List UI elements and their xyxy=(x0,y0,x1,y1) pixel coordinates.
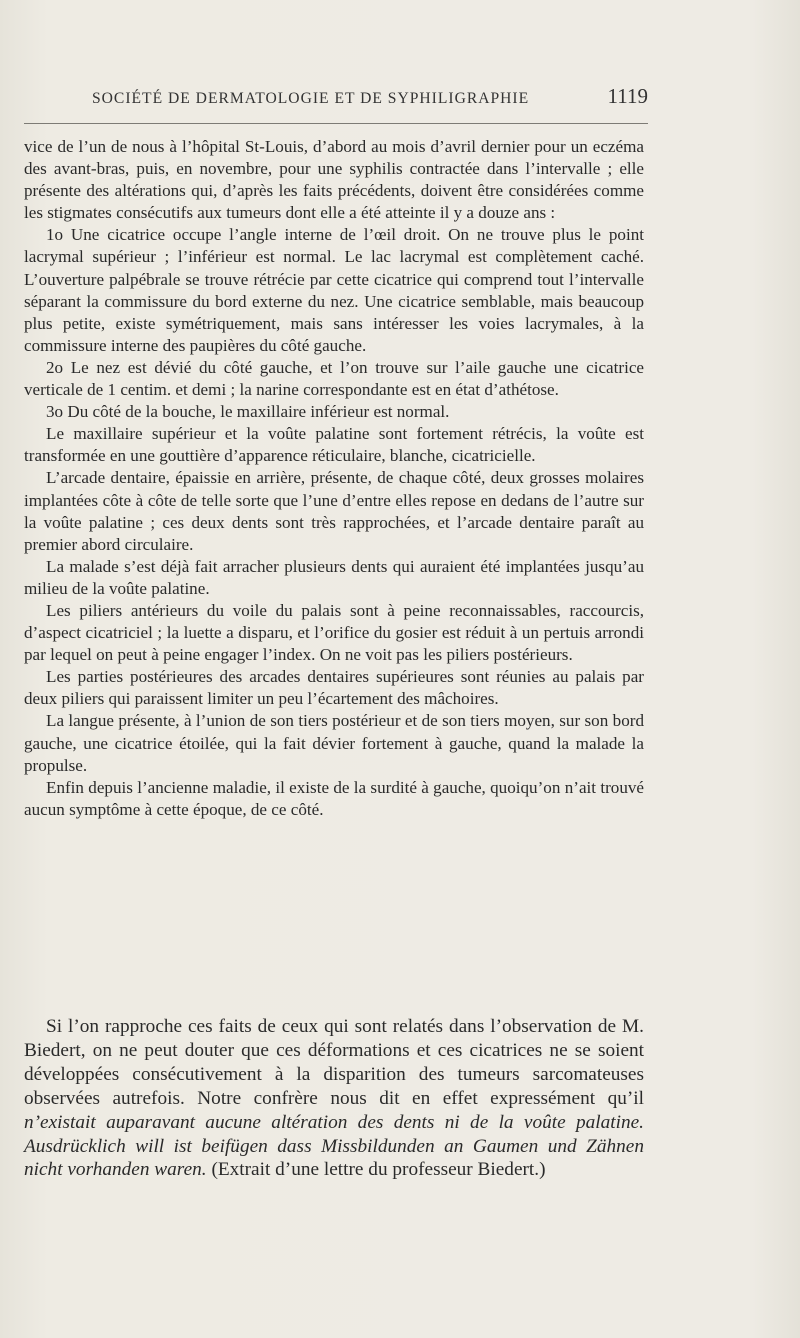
conclusion-text: Si l’on rapproche ces faits de ceux qui sont relatés dans l’observation de M. Biedert, on ne peut douter que ces déformations et ces cicatrices ne se soient développées consécutivement à la disparition des tumeurs sarcomateuses observées autrefois. Notre confrère nous dit en effet expressément qu’il xyxy=(24,1016,644,1109)
paragraph: 3o Du côté de la bouche, le maxillaire inférieur est normal. xyxy=(46,402,450,422)
conclusion xyxy=(24,1015,644,1182)
case-description xyxy=(24,136,644,821)
page-number: 1119 xyxy=(607,84,648,108)
paragraph: La langue présente, à l’union de son tiers postérieur et de son tiers moyen, sur son bord gauche, une cicatrice étoilée, qui la fait dévier fortement à gauche, quand la malade la propulse. xyxy=(24,711,644,775)
paragraph: 1o Une cicatrice occupe l’angle interne de l’œil droit. On ne trouve plus le point lacrymal supérieur ; l’inférieur est normal. Le lac lacrymal est complètement caché. L’ouverture palpébrale se trouve rétrécie par cette cicatrice qui comprend tout l’intervalle séparant la commissure du bord externe du nez. Une cicatrice semblable, mais beaucoup plus petite, existe symétriquement, mais sans intéresser les voies lacrymales, à la commissure interne des paupières du côté gauche. xyxy=(24,225,644,355)
paragraph: La malade s’est déjà fait arracher plusieurs dents qui auraient été implantées jusqu’au milieu de la voûte palatine. xyxy=(24,556,644,598)
citation-text: (Extrait d’une lettre du professeur Biedert.) xyxy=(206,1159,546,1181)
conclusion-paragraph xyxy=(24,1015,644,1182)
header-rule xyxy=(24,123,648,124)
running-title: SOCIÉTÉ DE DERMATOLOGIE ET DE SYPHILIGRAPHIE xyxy=(92,90,530,107)
paragraph: Les parties postérieures des arcades dentaires supérieures sont réunies au palais par deux piliers qui paraissent limiter un peu l’écartement des mâchoires. xyxy=(24,667,644,709)
paragraph: Le maxillaire supérieur et la voûte palatine sont fortement rétrécis, la voûte est transformée en une gouttière d’apparence réticulaire, blanche, cicatricielle. xyxy=(24,424,644,466)
paragraph: 2o Le nez est dévié du côté gauche, et l’on trouve sur l’aile gauche une cicatrice verticale de 1 centim. et demi ; la narine correspondante est en état d’athétose. xyxy=(24,357,644,400)
paragraph: vice de l’un de nous à l’hôpital St-Louis, d’abord au mois d’avril dernier pour un eczéma des avant-bras, puis, en novembre, pour une syphilis contractée dans l’intervalle ; elle présente des altérations qui, d’après les faits précédents, doivent être considérées comme les stigmates consécutifs aux tumeurs dont elle a été atteinte il y a douze ans : xyxy=(24,137,644,223)
paragraph: Enfin depuis l’ancienne maladie, il existe de la surdité à gauche, quoiqu’on n’ait trouvé aucun symptôme à cette époque, de ce côté. xyxy=(24,777,644,819)
paragraph: L’arcade dentaire, épaissie en arrière, présente, de chaque côté, deux grosses molaires implantées côte à côte de telle sorte que l’une d’entre elles repose en dedans de l’autre sur la voûte palatine ; ces deux dents sont très rapprochées, et l’arcade dentaire paraît au premier abord circulaire. xyxy=(24,468,644,554)
running-header xyxy=(92,84,648,109)
quoted-italic-text: n’existait auparavant aucune altération des dents ni de la voûte palatine. Ausdrücklich will ist beifügen dass Missbildunden an Gaumen und Zähnen nicht vorhanden waren. xyxy=(24,1111,644,1181)
paragraph: Les piliers antérieurs du voile du palais sont à peine reconnaissables, raccourcis, d’aspect cicatriciel ; la luette a disparu, et l’orifice du gosier est réduit à un pertuis arrondi par lequel on peut à peine engager l’index. On ne voit pas les piliers postérieurs. xyxy=(24,600,644,665)
